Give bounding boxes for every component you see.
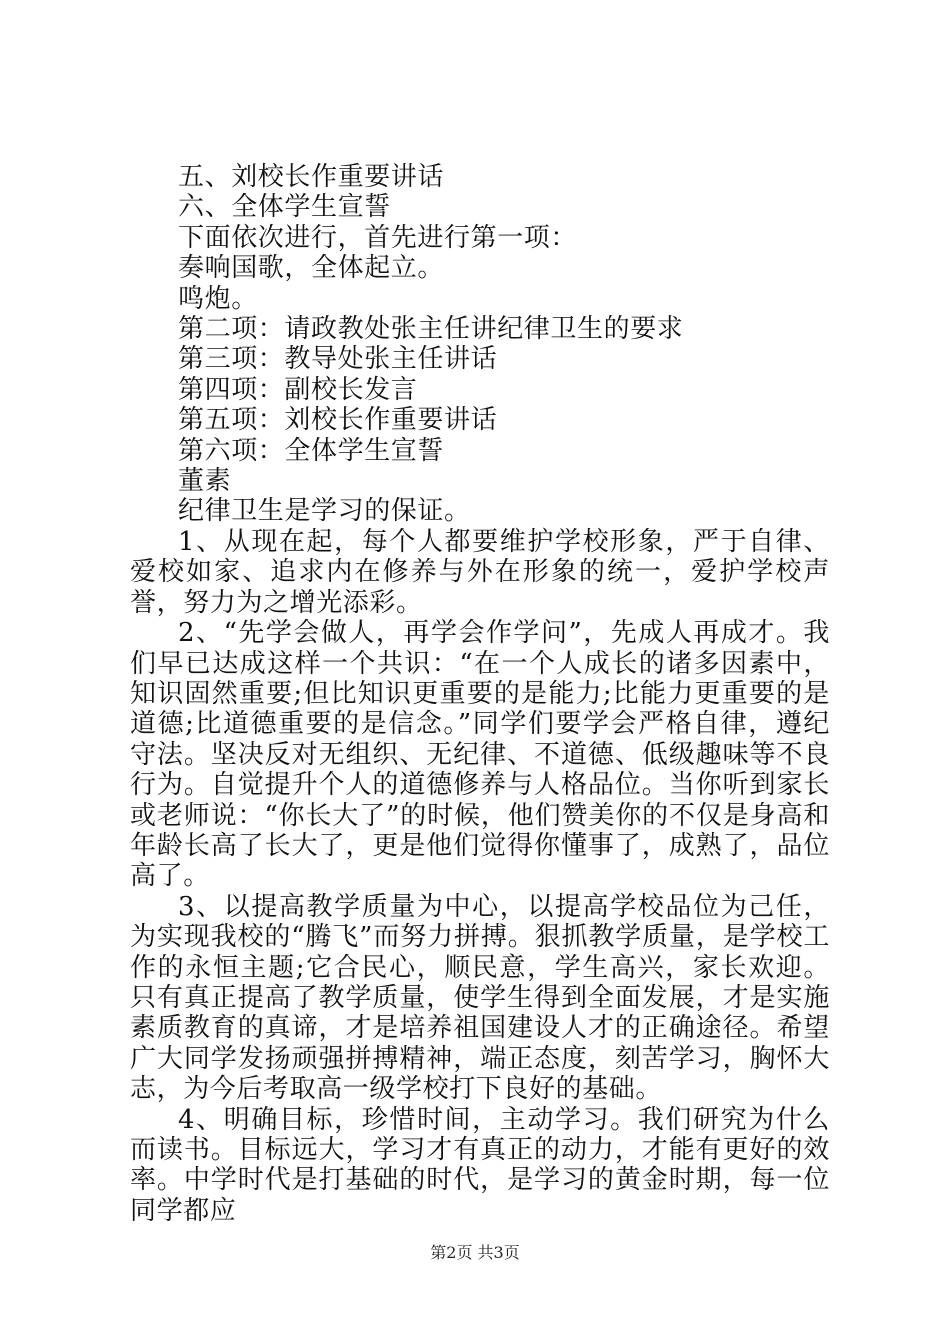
- firecracker-line: 鸣炮。: [178, 283, 258, 314]
- agenda-item-6: 六、全体学生宣誓: [178, 192, 391, 223]
- intro-line: 下面依次进行，首先进行第一项：: [178, 222, 578, 253]
- step-6-line: 第六项：全体学生宣誓: [178, 435, 445, 466]
- page-footer: [0, 1243, 950, 1263]
- paragraph-3: 3、以提高教学质量为中心，以提高学校品位为己任，为实现我校的“腾飞”而努力拼搏。狠抓教学质量，是学校工作的永恒主题;它合民心，顺民意，学生高兴，家长欢迎。只有真正提高了教学质量，使学生得到全面发展，才是实施素质教育的真谛，才是培养祖国建设人才的正确途径。希望广大同学发扬顽强拼搏精神，端正态度，刻苦学习，胸怀大志，为今后考取高一级学校打下良好的基础。: [130, 891, 830, 1105]
- step-5-line: 第五项：刘校长作重要讲话: [178, 405, 498, 436]
- speaker-name: 董素: [178, 466, 232, 497]
- document-body: [130, 162, 830, 1226]
- step-3-line: 第三项：教导处张主任讲话: [178, 344, 498, 375]
- step-4-line: 第四项：副校长发言: [178, 374, 418, 405]
- paragraph-4: 4、明确目标，珍惜时间，主动学习。我们研究为什么而读书。目标远大，学习才有真正的动力，才能有更好的效率。中学时代是打基础的时代，是学习的黄金时期，每一位同学都应: [130, 1104, 830, 1226]
- section-heading: 纪律卫生是学习的保证。: [178, 496, 471, 527]
- step-2-line: 第二项：请政教处张主任讲纪律卫生的要求: [178, 314, 684, 345]
- paragraph-2: 2、“先学会做人，再学会作学问”，先成人再成才。我们早已达成这样一个共识：“在一个人成长的诸多因素中，知识固然重要;但比知识更重要的是能力;比能力更重要的是道德;比道德重要的是信念。”同学们要学会严格自律，遵纪守法。坚决反对无组织、无纪律、不道德、低级趣味等不良行为。自觉提升个人的道德修养与人格品位。当你听到家长或老师说：“你长大了”的时候，他们赞美你的不仅是身高和年龄长高了长大了，更是他们觉得你懂事了，成熟了，品位高了。: [130, 618, 830, 892]
- page-number-label: 第2页 共3页: [430, 1243, 520, 1262]
- paragraph-1: 1、从现在起，每个人都要维护学校形象，严于自律、爱校如家、追求内在修养与外在形象的统一，爱护学校声誉，努力为之增光添彩。: [130, 526, 830, 618]
- agenda-item-5: 五、刘校长作重要讲话: [178, 162, 445, 192]
- anthem-line: 奏响国歌，全体起立。: [178, 253, 445, 284]
